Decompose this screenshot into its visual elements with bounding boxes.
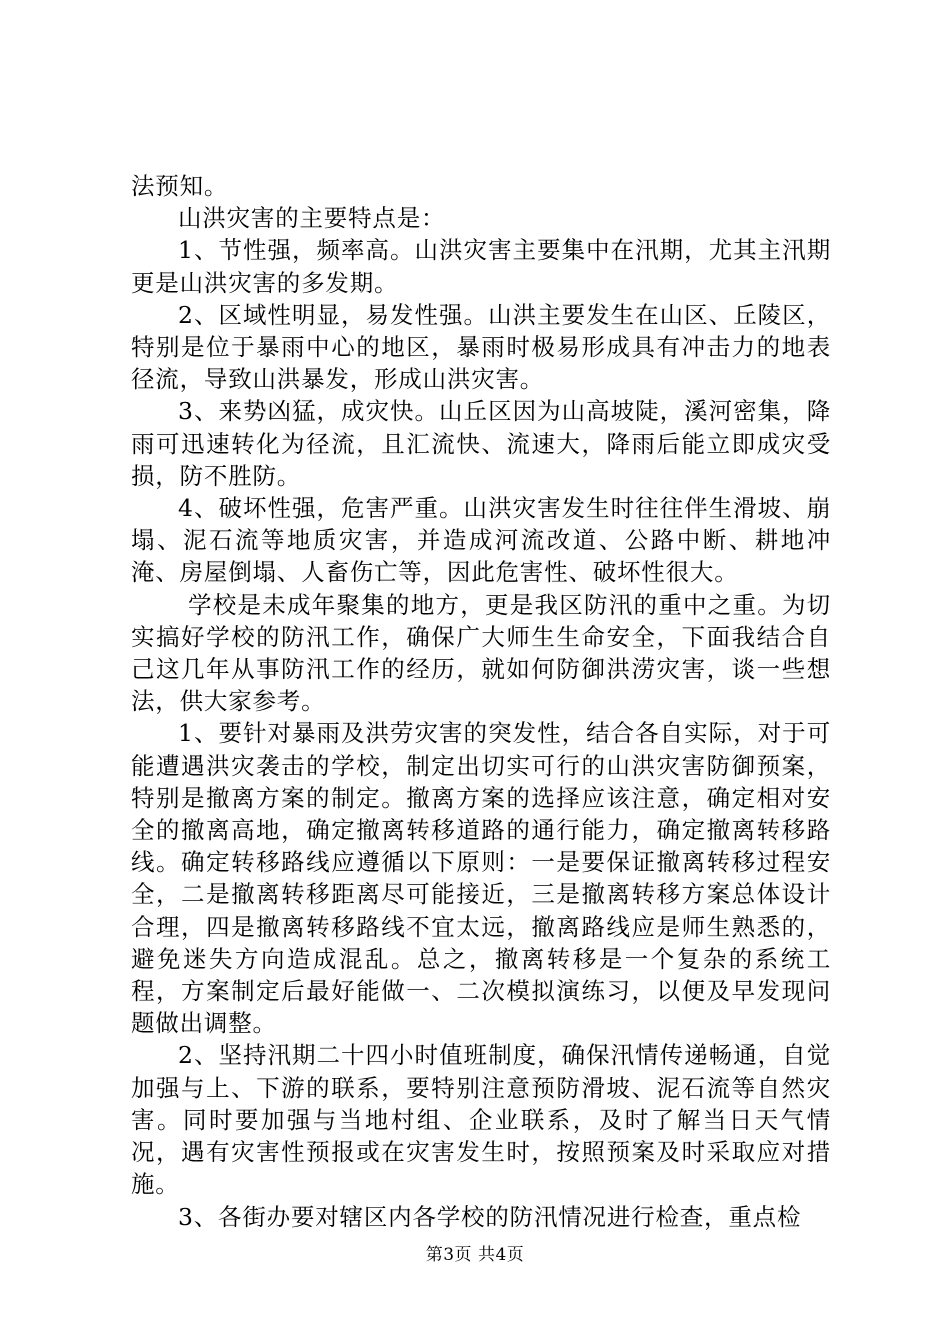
paragraph-4: 2、区域性明显，易发性强。山洪主要发生在山区、丘陵区，特别是位于暴雨中心的地区，暴雨时极易形成具有冲击力的地表径流，导致山洪暴发，形成山洪灾害。 xyxy=(131,300,831,394)
paragraph-8: 1、要针对暴雨及洪劳灾害的突发性，结合各自实际，对于可能遭遇洪灾袭击的学校，制定出切实可行的山洪灾害防御预案，特别是撤离方案的制定。撤离方案的选择应该注意，确定相对安全的撤离高地，确定撤离转移道路的通行能力，确定撤离转移路线。确定转移路线应遵循以下原则：一是要保证撤离转移过程安全，二是撤离转移距离尽可能接近，三是撤离转移方案总体设计合理，四是撤离转移路线不宜太远，撤离路线应是师生熟悉的，避免迷失方向造成混乱。总之，撤离转移是一个复杂的系统工程，方案制定后最好能做一、二次模拟演练习，以便及早发现问题做出调整。 xyxy=(131,719,831,1038)
paragraph-2: 山洪灾害的主要特点是： xyxy=(178,204,446,233)
paragraph-3: 1、节性强，频率高。山洪灾害主要集中在汛期，尤其主汛期更是山洪灾害的多发期。 xyxy=(131,236,831,297)
paragraph-5: 3、来势凶猛，成灾快。山丘区因为山高坡陡，溪河密集，降雨可迅速转化为径流，且汇流快、流速大，降雨后能立即成灾受损，防不胜防。 xyxy=(131,397,831,490)
paragraph-7: 学校是未成年聚集的地方，更是我区防汛的重中之重。为切实搞好学校的防汛工作，确保广大师生生命安全，下面我结合自己这几年从事防汛工作的经历，就如何防御洪涝灾害，谈一些想法，供大家参考。 xyxy=(131,590,831,716)
paragraph-9: 2、坚持汛期二十四小时值班制度，确保汛情传递畅通，自觉加强与上、下游的联系，要特别注意预防滑坡、泥石流等自然灾害。同时要加强与当地村组、企业联系，及时了解当日天气情况，遇有灾害性预报或在灾害发生时，按照预案及时采取应对措施。 xyxy=(131,1041,831,1199)
paragraph-1: 法预知。 xyxy=(131,172,229,200)
paragraph-10: 3、各街办要对辖区内各学校的防汛情况进行检查，重点检 xyxy=(178,1202,802,1231)
page-footer: 第3页 共4页 xyxy=(425,1245,525,1265)
document-body xyxy=(131,170,831,1233)
paragraph-6: 4、破坏性强，危害严重。山洪灾害发生时往往伴生滑坡、崩塌、泥石流等地质灾害，并造成河流改道、公路中断、耕地冲淹、房屋倒塌、人畜伤亡等，因此危害性、破坏性很大。 xyxy=(131,494,831,587)
